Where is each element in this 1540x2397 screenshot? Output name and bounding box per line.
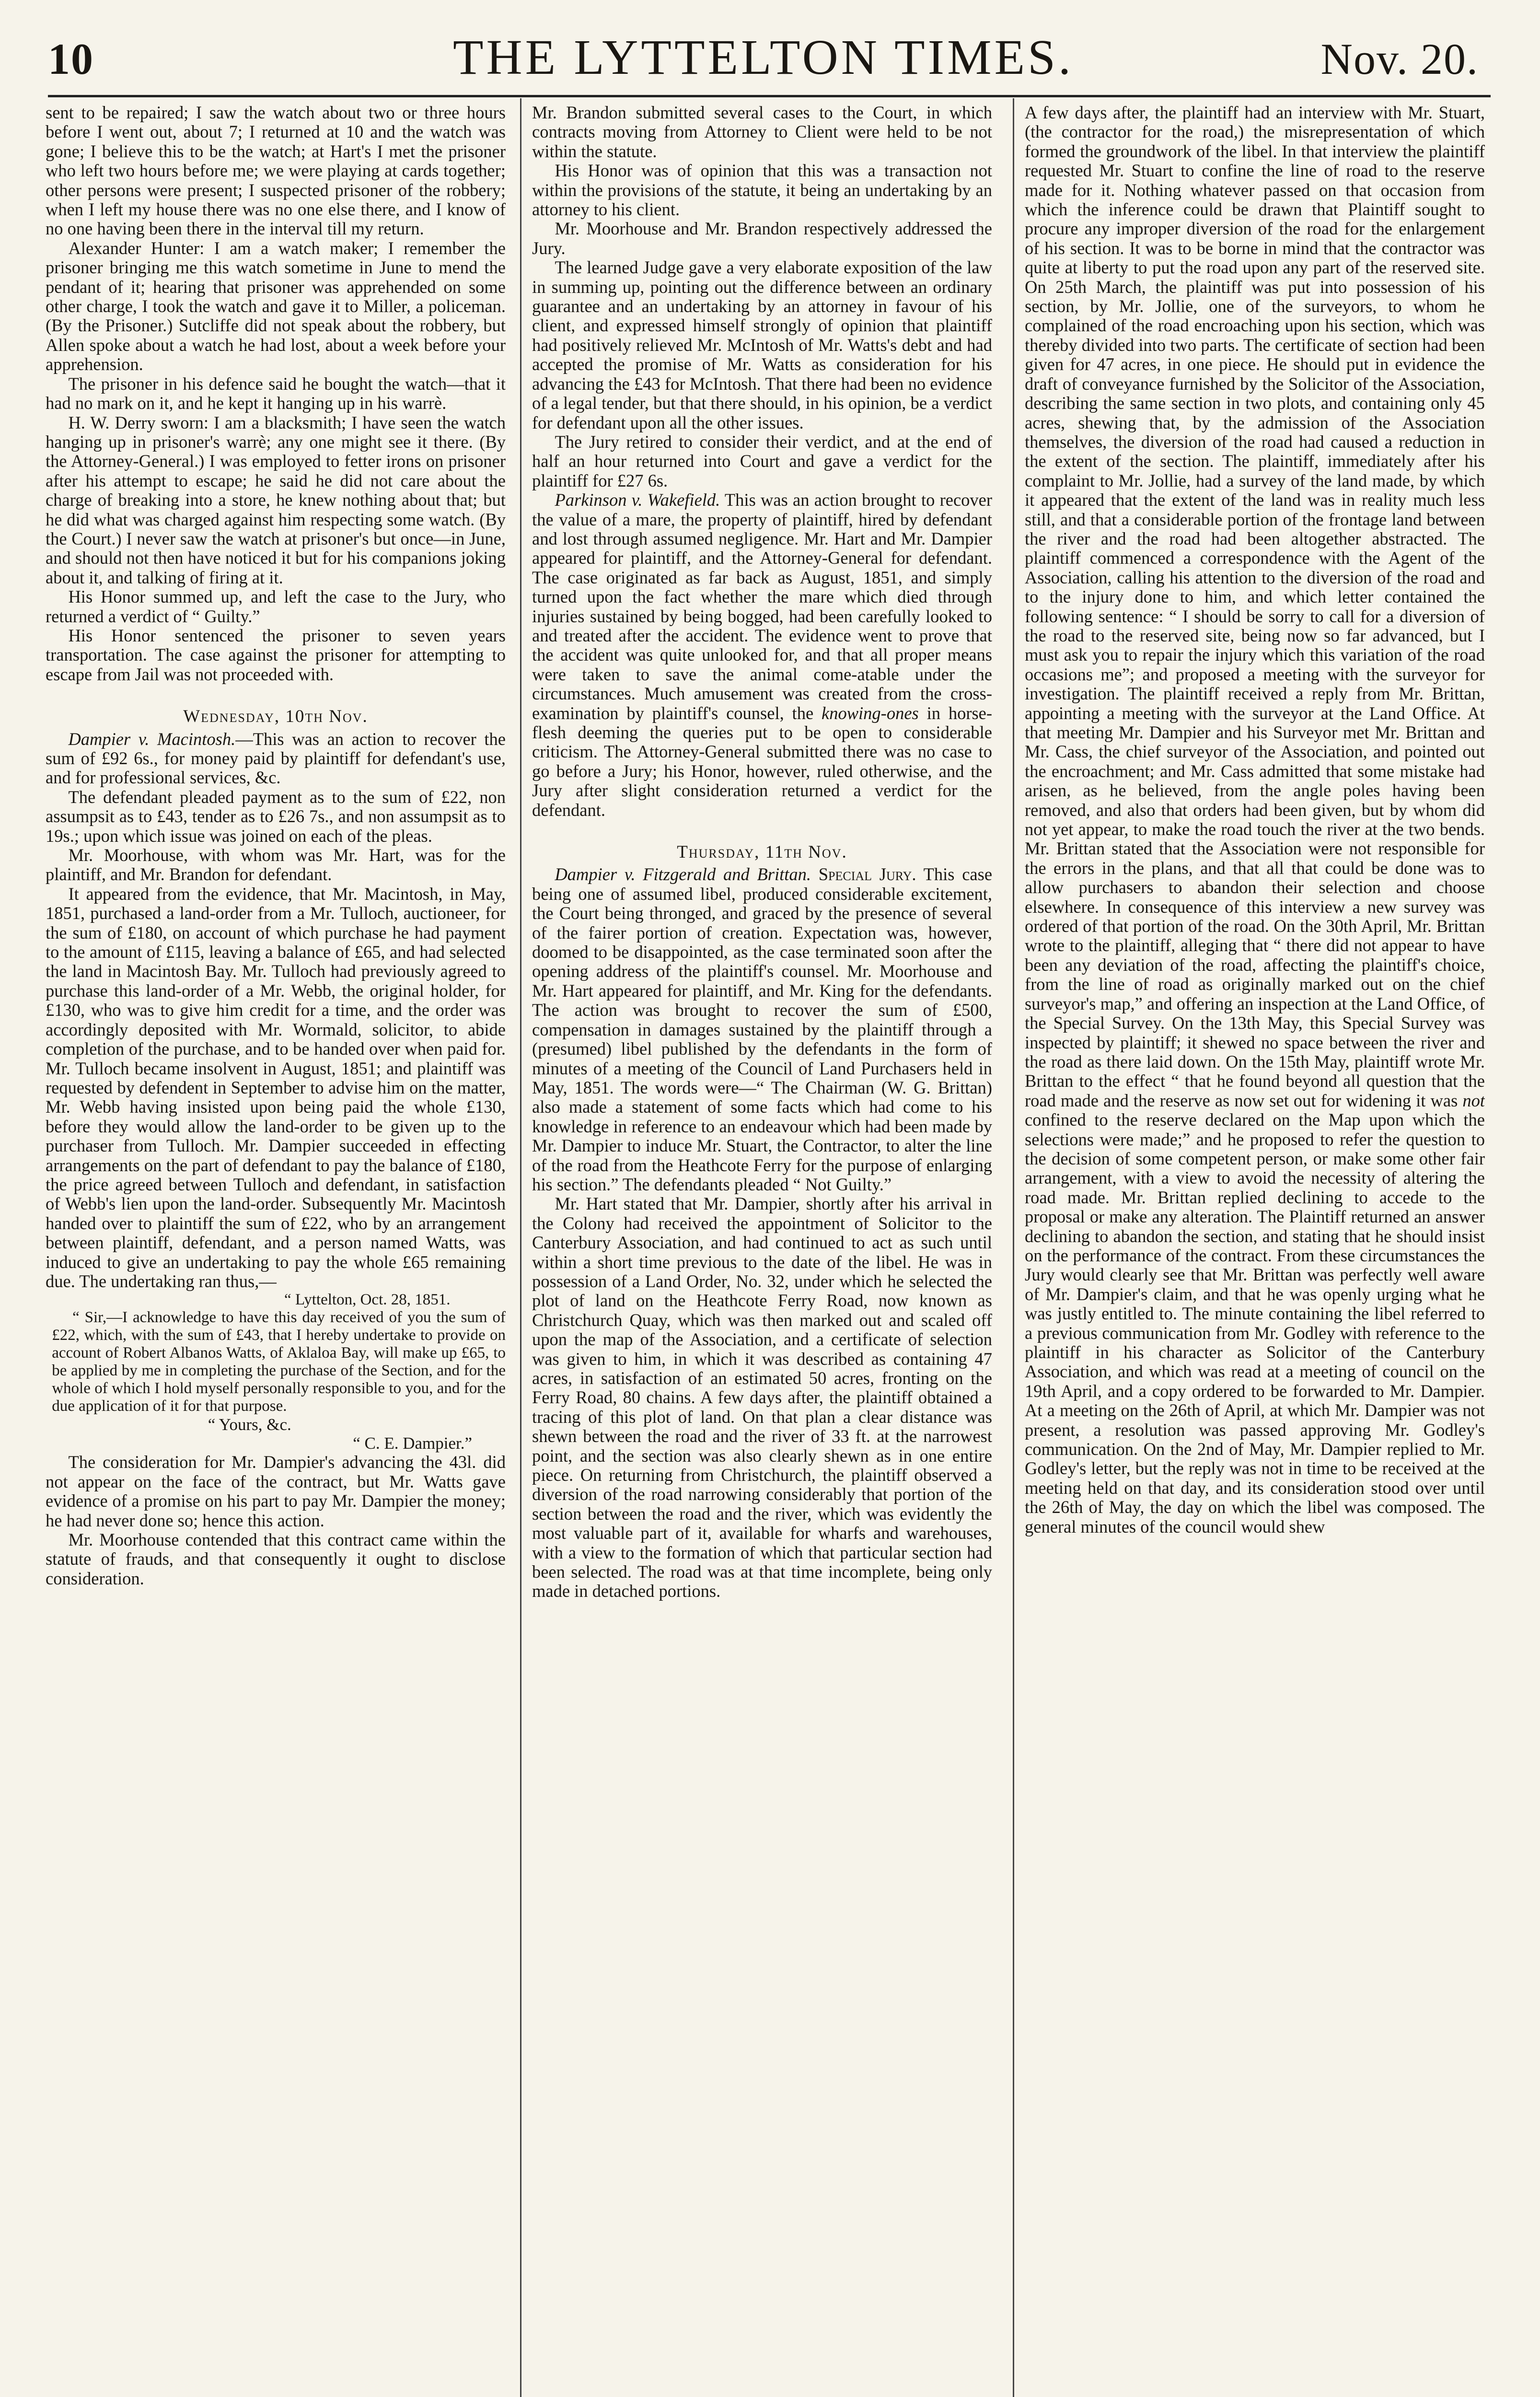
paragraph: Alexander Hunter: I am a watch maker; I remember the prisoner bringing me this watch sometime in June to mend the pendant of it; hearing that prisoner was apprehended on some other charge, I took the watch and gave it to Miller, a policeman. (By the Prisoner.) Sutcliffe did not speak about the robbery, but Allen spoke about a watch he had lost, about a week before your apprehension. bbox=[46, 238, 506, 374]
newspaper-title: THE LYTTELTON TIMES. bbox=[453, 30, 1074, 85]
page-number: 10 bbox=[48, 35, 94, 83]
paragraph: His Honor sentenced the prisoner to seven years transportation. The case against the prisoner for attempting to escape from Jail was not proceeded with. bbox=[46, 625, 506, 684]
case-text: This was an action brought to recover the value of a mare, the property of plaintiff, hired by defendant and lost through assumed negligence. Mr. Hart and Mr. Dampier appeared for plaintiff, and the Attorney-General for defendant. The case originated as far back as August, 1851, and simply turned upon the fact whether the mare which died through injuries sustained by being bogged, had been carefully looked to and treated after the accident. The evidence went to prove that the accident was quite unlooked for, and that all proper means were taken to save the animal come-atable under the circumstances. Much amusement was created from the cross-examination by plaintiff's counsel, the bbox=[532, 490, 992, 723]
italic-word: not bbox=[1462, 1090, 1485, 1110]
letter-body: “ Sir,—I acknowledge to have this day received of you the sum of £22, which, with the sum of £43, that I hereby undertake to provide on account of Robert Albanos Watts, of Aklaloa Bay, will make up £65, to be applied by me in completing the purchase of the Section, and for the whole of which I hold myself personally responsible to you, and for the due application of it for that purpose. bbox=[52, 1309, 506, 1415]
paragraph: Mr. Moorhouse, with whom was Mr. Hart, was for the plaintiff, and Mr. Brandon for defendant. bbox=[46, 845, 506, 884]
paragraph bbox=[1025, 103, 1485, 1536]
paragraph: H. W. Derry sworn: I am a blacksmith; I have seen the watch hanging up in prisoner's warrè; any one might see it there. (By the Attorney-General.) I was employed to fetter irons on prisoner after his attempt to escape; he said he did not care about the charge of breaking into a store, he knew nothing about that; but he did what was charged against him respecting some watch. (By the Court.) I never saw the watch at prisoner's but once—in June, and should not then have noticed it but for his companions joking about it, and talking of firing at it. bbox=[46, 412, 506, 587]
paragraph: sent to be repaired; I saw the watch about two or three hours before I went out, about 7; I returned at 10 and the watch was gone; I believe this to be the watch; at Hart's I met the prisoner who left two hours before me; we were playing at cards together; other persons were present; I suspected prisoner of the robbery; when I left my house there was no one else there, and I know of no one having been there in the interval till my return. bbox=[46, 103, 506, 239]
case-title: Parkinson v. Wakefield. bbox=[555, 490, 720, 510]
issue-date: Nov. 20. bbox=[1320, 35, 1479, 83]
paragraph: The learned Judge gave a very elaborate exposition of the law in summing up, pointing out the difference between an ordinary guarantee and an undertaking by an attorney in favour of his client, and expressed himself strongly of opinion that plaintiff had positively relieved Mr. McIntosh of Mr. Watts's debt and had accepted the promise of Mr. Watts as consideration for his advancing the £43 for McIntosh. That there had been no evidence of a legal tender, but that there should, in his opinion, be a verdict for defendant upon all the other issues. bbox=[532, 257, 992, 432]
column-divider bbox=[1013, 98, 1014, 2397]
paragraph: The consideration for Mr. Dampier's advancing the 43l. did not appear on the face of the contract, but Mr. Watts gave evidence of a promise on his part to pay Mr. Dampier the money; he had never done so; hence this action. bbox=[46, 1452, 506, 1530]
column-3 bbox=[1025, 103, 1485, 2397]
column-1 bbox=[46, 103, 506, 2397]
date-heading: Wednesday, 10th Nov. bbox=[183, 707, 368, 727]
case-text: in horse-flesh deeming the queries put to be open to considerable criticism. The Attorney-General submitted there was no case to go before a Jury; his Honor, however, ruled otherwise, and the Jury after slight consideration returned a verdict for the defendant. bbox=[532, 703, 992, 820]
paragraph: It appeared from the evidence, that Mr. Macintosh, in May, 1851, purchased a land-order from a Mr. Tulloch, auctioneer, for the sum of £180, on account of which purchase he had payment to the amount of £115, leaving a balance of £65, and had selected the land in Macintosh Bay. Mr. Tulloch had previously agreed to purchase this land-order of a Mr. Webb, the original holder, for £130, who was to give him credit for a time, and the order was accordingly deposited with Mr. Wormald, solicitor, to abide completion of the purchase, and to be handed over when paid for. Mr. Tulloch became insolvent in August, 1851; and plaintiff was requested by defendent in September to advise him on the matter, Mr. Webb having insisted upon being paid the whole £130, before they would allow the land-order to be given up to the purchaser from Tulloch. Mr. Dampier succeeded in effecting arrangements on the part of defendant to pay the balance of £180, the price agreed between Tulloch and defendant, in satisfaction of Webb's lien upon the land-order. Subsequently Mr. Macintosh handed over to plaintiff the sum of £22, who by an arrangement between plaintiff, defendant, and a person named Watts, was induced to give an undertaking to pay the whole £65 remaining due. The undertaking ran thus,— bbox=[46, 884, 506, 1291]
paragraph: His Honor summed up, and left the case to the Jury, who returned a verdict of “ Guilty.” bbox=[46, 587, 506, 626]
masthead-rule bbox=[48, 95, 1491, 97]
italic-phrase: knowing-ones bbox=[822, 703, 919, 723]
paragraph: The defendant pleaded payment as to the sum of £22, non assumpsit as to £43, tender as to £26 7s., and non assumpsit as to 19s.; upon which issue was joined on each of the pleas. bbox=[46, 787, 506, 846]
quoted-letter bbox=[52, 1291, 506, 1453]
case-text: confined to the reserve declared on the Map upon which the selections were made;” and he proposed to refer the question to the decision of some competent person, or make some other fair arrangement, with a view to avoid the necessity of altering the road made. Mr. Brittan replied declining to accede to the proposal or make any alteration. The Plaintiff returned an answer declining to abandon the section, and stating that he should insist on the performance of the contract. From these circumstances the Jury would clearly see that Mr. Brittan was perfectly well aware of Mr. Dampier's claim, and that he was openly urging what he was justly entitled to. The minute containing the libel referred to a previous communication from Mr. Godley with reference to the plaintiff in his character as Solicitor of the Canterbury Association, and which was read at a meeting of council on the 19th April, and a copy ordered to be forwarded to Mr. Dampier. At a meeting on the 26th of April, at which Mr. Dampier was not present, a resolution was passed approving Mr. Godley's communication. On the 2nd of May, Mr. Dampier replied to Mr. Godley's letter, but the reply was not in time to be received at the meeting held on that day, and its consideration stood over until the 26th of May, the day on which the libel was composed. The general minutes of the council would shew bbox=[1025, 1110, 1485, 1536]
case-text: —This was an action to recover the sum of £92 6s., for money paid by plaintiff for defendant's use, and for professional services, &c. bbox=[46, 729, 506, 788]
case-title: Dampier v. Macintosh. bbox=[68, 729, 236, 749]
paragraph bbox=[46, 730, 506, 788]
letter-signature: “ C. E. Dampier.” bbox=[353, 1434, 472, 1453]
paragraph: Mr. Moorhouse and Mr. Brandon respectively addressed the Jury. bbox=[532, 219, 992, 258]
special-jury-label: Special Jury. bbox=[818, 864, 916, 884]
paragraph: The Jury retired to consider their verdict, and at the end of half an hour returned into Court and gave a verdict for the plaintiff for £27 6s. bbox=[532, 431, 992, 490]
paragraph: Mr. Brandon submitted several cases to the Court, in which contracts moving from Attorney to Client were held to be not within the statute. bbox=[532, 103, 992, 161]
paragraph: His Honor was of opinion that this was a transaction not within the provisions of the statute, it being an undertaking by an attorney to his client. bbox=[532, 161, 992, 220]
letter-closing: “ Yours, &c. bbox=[208, 1415, 291, 1434]
paragraph bbox=[532, 865, 992, 1194]
paragraph bbox=[532, 490, 992, 820]
paragraph: The prisoner in his defence said he bought the watch—that it had no mark on it, and he kept it hanging up in his warrè. bbox=[46, 373, 506, 413]
column-divider bbox=[520, 98, 521, 2397]
paragraph: Mr. Moorhouse contended that this contract came within the statute of frauds, and that consequently it ought to disclose consideration. bbox=[46, 1530, 506, 1588]
case-title: Dampier v. Fitzgerald and Brittan. bbox=[555, 864, 811, 884]
case-text: This case being one of assumed libel, produced considerable excitement, the Court being thronged, and graced by the presence of several of the fairer portion of creation. Expectation was, however, doomed to be disappointed, as the case terminated soon after the opening address of the plaintiff's counsel. Mr. Moorhouse and Mr. Hart appeared for plaintiff, and Mr. King for the defendants. The action was brought to recover the sum of £500, compensation in damages sustained by the plaintiff through a (presumed) libel published by the defendants in the form of minutes of a meeting of the Council of Land Purchasers held in May, 1851. The words were—“ The Chairman (W. G. Brittan) also made a statement of some facts which had come to his knowledge in reference to an endeavour which had been made by Mr. Dampier to induce Mr. Stuart, the Contractor, to alter the line of the road from the Heathcote Ferry for the purpose of enlarging his section.” The defendants pleaded “ Not Guilty.” bbox=[532, 864, 992, 1194]
letter-dateline: “ Lyttelton, Oct. 28, 1851. bbox=[284, 1291, 451, 1309]
date-heading: Thursday, 11th Nov. bbox=[677, 842, 847, 862]
masthead bbox=[48, 29, 1479, 96]
column-2 bbox=[532, 103, 992, 2397]
case-text: A few days after, the plaintiff had an interview with Mr. Stuart, (the contractor for the road,) the misrepresentation of which formed the groundwork of the libel. In that interview the plaintiff requested Mr. Stuart to confine the line of road to the reserve made for it. Nothing whatever passed on that occasion from which the inference could be drawn that Plaintiff sought to procure any improper diversion of the road for the enlargement of his section. It was to be borne in mind that the contractor was quite at liberty to put the road upon any part of the reserved site. On 25th March, the plaintiff was put into possession of his section, by Mr. Jollie, one of the surveyors, to whom he complained of the road encroaching upon his section, which was thereby divided into two parts. The certificate of section had been given for 47 acres, in one piece. He should put in evidence the draft of conveyance furnished by the Solicitor of the Association, describing the same section in two plots, and containing only 45 acres, shewing that, by the admission of the Association themselves, the diversion of the road had caused a reduction in the extent of the section. The plaintiff, immediately after his complaint to Mr. Jollie, had a survey of the land made, by which it appeared that the extent of the land was in reality much less still, and that a considerable portion of the frontage land between the river and the road had been altogether abstracted. The plaintiff commenced a correspondence with the Agent of the Association, calling his attention to the diversion of the road and to the injury done to him, and which letter contained the following sentence: “ I should be sorry to call for a diversion of the road to the reserved site, being now so far advanced, but I must ask you to repair the injury which this variation of the road occasions me”; and proposed a meeting with the surveyor for investigation. The plaintiff received a reply from Mr. Brittan, appointing a meeting with the surveyor at the Land Office. At that meeting Mr. Dampier and his Surveyor met Mr. Brittan and Mr. Cass, the chief surveyor of the Association, and pointed out the encroachment; and Mr. Cass admitted that some mistake had arisen, as he believed, from the angle poles having been removed, and also that orders had been given, but by whom did not yet appear, to make the road touch the river at the two bends. Mr. Brittan stated that the Association were not responsible for the errors in the plans, and that all that could be done was to allow purchasers to abandon their selection and choose elsewhere. In consequence of this interview a new survey was ordered of that portion of the road. On the 30th April, Mr. Brittan wrote to the plaintiff, alleging that “ there did not appear to have been any deviation of the road, affecting the plaintiff's choice, from the line of road as originally marked out on the chief surveyor's map,” and offering an inspection at the Land Office, of the Special Survey. On the 13th May, this Special Survey was inspected by plaintiff; it shewed no space between the river and the road as there laid down. On the 15th May, plaintiff wrote Mr. Brittan to the effect “ that he found beyond all question that the road made and the reserve as now set out for widening it was bbox=[1025, 103, 1485, 1110]
paragraph: Mr. Hart stated that Mr. Dampier, shortly after his arrival in the Colony had received the appointment of Solicitor to the Canterbury Association, and had continued to act as such until within a short time previous to the date of the libel. He was in possession of a Land Order, No. 32, under which he selected the plot of land on the Heathcote Ferry Road, now known as Christchurch Quay, which was then marked out and scaled off upon the map of the Association, and a certificate of selection was given to him, in which it was described as containing 47 acres, in satisfaction of an estimated 50 acres, fronting on the Ferry Road, 80 chains. A few days after, the plaintiff obtained a tracing of this plot of land. On that plan a clear distance was shewn between the road and the river of 33 ft. at the narrowest point, and the section was also clearly shewn as in one entire piece. On returning from Christchurch, the plaintiff observed a diversion of the road narrowing considerably that portion of the section between the road and the river, which was evidently the most valuable part of it, available for wharfs and warehouses, with a view to the formation of which that particular section had been selected. The road was at that time incomplete, being only made in detached portions. bbox=[532, 1194, 992, 1601]
